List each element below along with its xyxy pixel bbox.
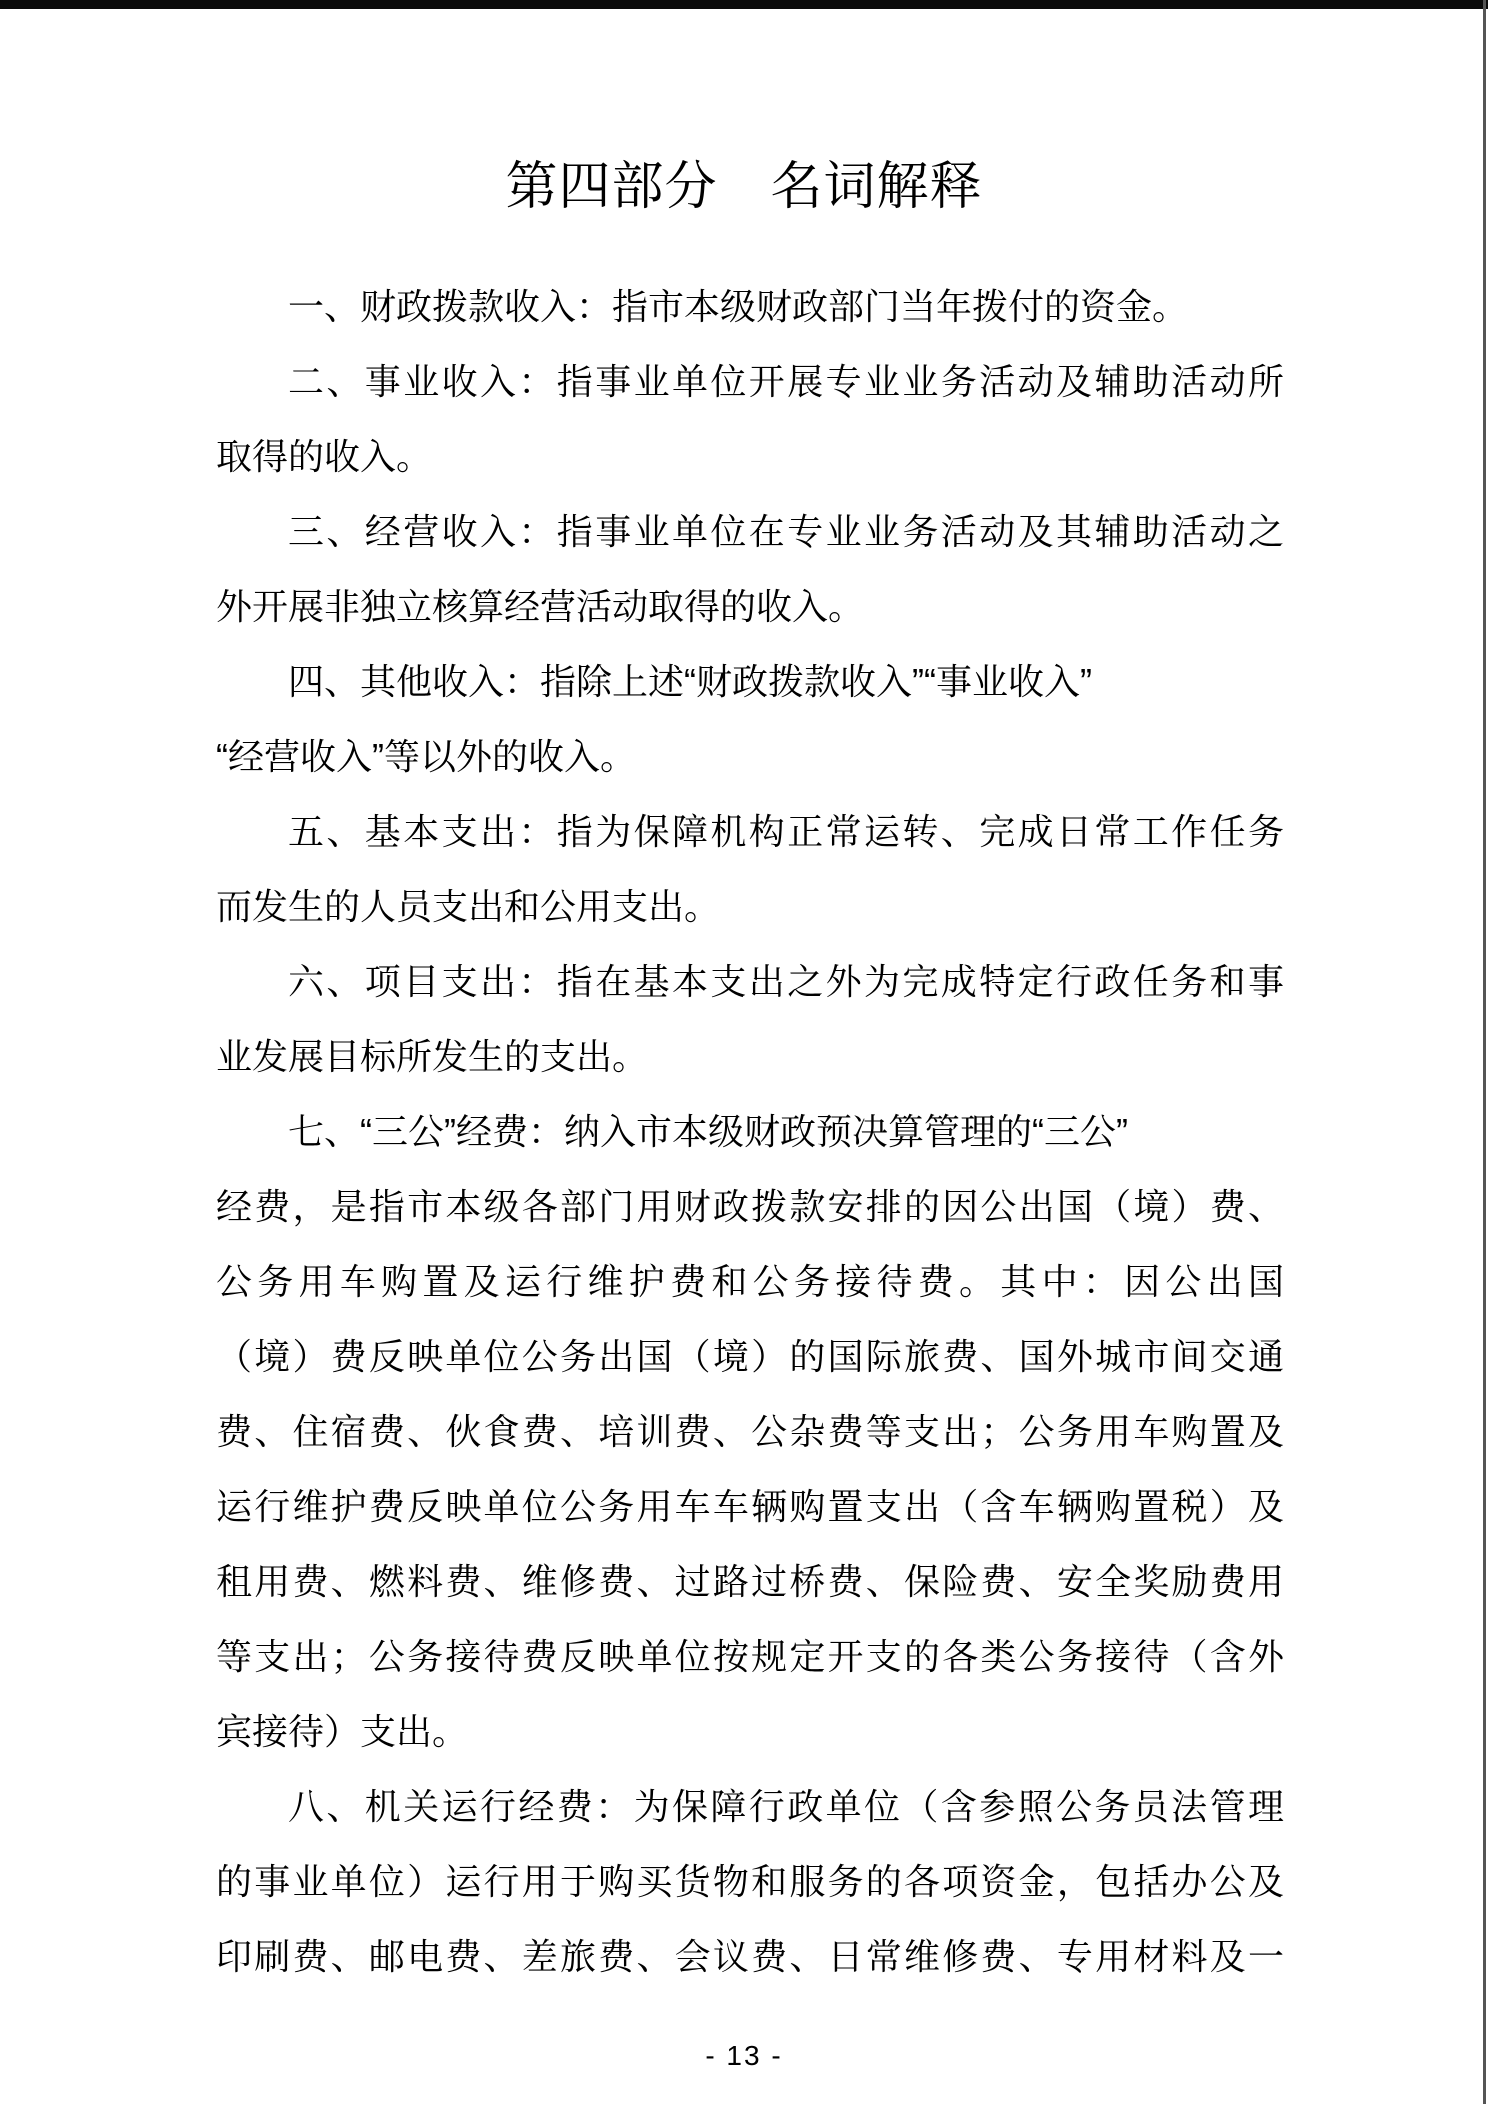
text-line: “经营收入”等以外的收入。 (216, 736, 636, 777)
text-line: 一、财政拨款收入：指市本级财政部门当年拨付的资金。 (288, 286, 1189, 327)
text-line: 的事业单位）运行用于购买货物和服务的各项资金，包括办公及 (216, 1861, 1284, 1902)
text-line: 六、项目支出：指在基本支出之外为完成特定行政任务和事 (288, 961, 1284, 1002)
text-line: 经费，是指市本级各部门用财政拨款安排的因公出国（境）费、 (216, 1186, 1284, 1227)
text-line: 租用费、燃料费、维修费、过路过桥费、保险费、安全奖励费用 (216, 1561, 1284, 1602)
scan-top-edge (0, 0, 1488, 9)
text-line: 运行维护费反映单位公务用车车辆购置支出（含车辆购置税）及 (216, 1486, 1284, 1527)
text-line: 二、事业收入：指事业单位开展专业业务活动及辅助活动所 (288, 361, 1284, 402)
scan-right-edge (1483, 0, 1486, 2104)
text-line: 八、机关运行经费：为保障行政单位（含参照公务员法管理 (288, 1786, 1284, 1827)
text-line: 三、经营收入：指事业单位在专业业务活动及其辅助活动之 (288, 511, 1284, 552)
text-line: 等支出；公务接待费反映单位按规定开支的各类公务接待（含外 (216, 1636, 1284, 1677)
text-line: 公务用车购置及运行维护费和公务接待费。其中：因公出国 (216, 1261, 1284, 1302)
text-line: 宾接待）支出。 (216, 1711, 469, 1752)
text-line: 五、基本支出：指为保障机构正常运转、完成日常工作任务 (288, 811, 1284, 852)
document-body (216, 269, 1284, 1994)
text-line: 七、“三公”经费：纳入市本级财政预决算管理的“三公” (288, 1111, 1128, 1152)
text-line: 外开展非独立核算经营活动取得的收入。 (216, 586, 865, 627)
text-line: 印刷费、邮电费、差旅费、会议费、日常维修费、专用材料及一 (216, 1936, 1284, 1977)
page-number: - 13 - (705, 2040, 783, 2071)
text-line: 费、住宿费、伙食费、培训费、公杂费等支出；公务用车购置及 (216, 1411, 1284, 1452)
text-line: 四、其他收入：指除上述“财政拨款收入”“事业收入” (288, 661, 1092, 702)
text-line: （境）费反映单位公务出国（境）的国际旅费、国外城市间交通 (216, 1336, 1284, 1377)
text-line: 而发生的人员支出和公用支出。 (216, 886, 721, 927)
text-line: 业发展目标所发生的支出。 (216, 1036, 649, 1077)
text-line: 取得的收入。 (216, 436, 433, 477)
page-title: 第四部分 名词解释 (505, 158, 983, 216)
